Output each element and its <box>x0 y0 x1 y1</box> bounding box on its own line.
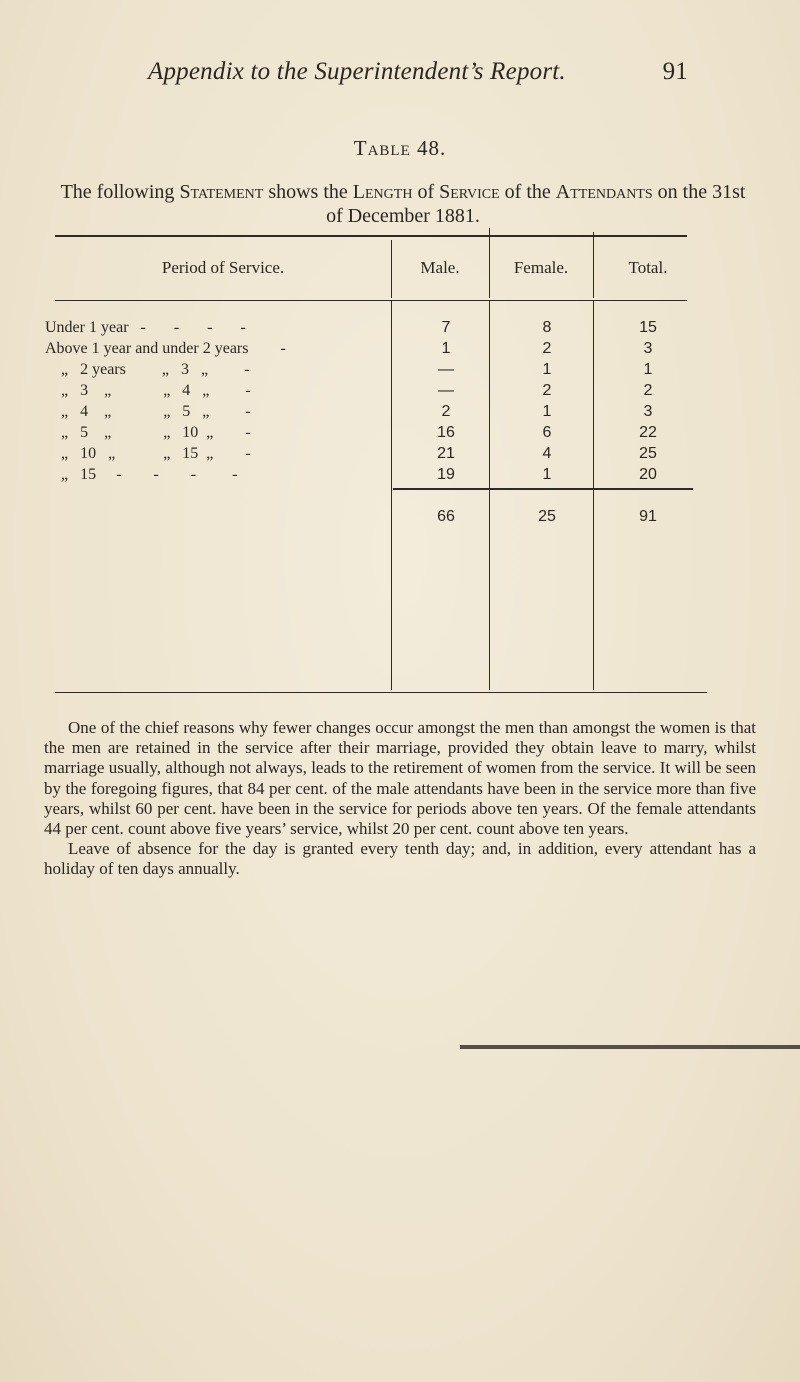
row-female: 2 <box>542 340 552 357</box>
row-female: 1 <box>542 466 552 483</box>
caption-part-3: shows the <box>268 181 348 203</box>
row-male: 2 <box>441 403 451 420</box>
caption-part-4: Length <box>352 181 413 203</box>
row-period: Under 1 year - - - - <box>45 319 246 336</box>
row-period: Above 1 year and under 2 years - <box>45 340 286 357</box>
row-period: „ 10 „ „ 15 „ - <box>45 445 251 462</box>
caption-part-7: of the <box>504 181 551 203</box>
row-period: „ 3 „ „ 4 „ - <box>45 382 251 399</box>
caption-part-6: Service <box>439 181 500 203</box>
row-total: 1 <box>643 361 653 378</box>
row-total: 3 <box>643 403 653 420</box>
row-female: 1 <box>542 361 552 378</box>
page-number: 91 <box>662 58 688 85</box>
header-female: Female. <box>513 258 569 277</box>
col-rule-1 <box>391 300 392 690</box>
row-total: 15 <box>639 319 657 336</box>
paragraph-1: One of the chief reasons why fewer changes occur amongst the men than amongst the women is that the men are retained in the service after their marriage, provided they obtain leave to marry, whilst marriage usually, although not always, leads to the retirement of women from the service. It will be seen by the foregoing figures, that 84 per cent. of the male attendants have been in the service more than five years, whilst 60 per cent. have been in the service for periods above ten years. Of the female attendants 44 per cent. count above five years’ service, whilst 20 per cent. count above ten years. <box>44 718 756 839</box>
row-male: 1 <box>441 340 451 357</box>
row-male: — <box>438 361 454 378</box>
row-female: 2 <box>542 382 552 399</box>
total-total: 91 <box>639 508 657 525</box>
row-female: 8 <box>542 319 552 336</box>
caption-part-1: The following <box>60 181 175 203</box>
col-rule-3 <box>593 300 594 690</box>
header-period: Period of Service. <box>161 258 285 277</box>
total-male: 66 <box>437 508 455 525</box>
row-male: 16 <box>437 424 455 441</box>
caption-part-8: Attendants <box>555 181 653 203</box>
total-female: 25 <box>538 508 556 525</box>
row-female: 6 <box>542 424 552 441</box>
totals-rule <box>393 488 693 490</box>
header-total: Total. <box>628 258 668 277</box>
table-label: Table 48. <box>353 136 447 160</box>
caption-part-5: of <box>417 181 435 203</box>
row-period: „ 15 - - - - <box>45 466 238 483</box>
row-period: „ 2 years „ 3 „ - <box>45 361 250 378</box>
caption-part-9: on the 31st of December 1881. <box>326 181 746 227</box>
row-female: 4 <box>542 445 552 462</box>
print-smudge <box>460 1045 800 1049</box>
row-male: — <box>438 382 454 399</box>
header-male: Male. <box>420 258 460 277</box>
row-female: 1 <box>542 403 552 420</box>
row-male: 19 <box>437 466 455 483</box>
row-period: „ 4 „ „ 5 „ - <box>45 403 251 420</box>
caption-part-2: Statement <box>179 181 264 203</box>
row-total: 3 <box>643 340 653 357</box>
row-male: 7 <box>441 319 451 336</box>
row-total: 2 <box>643 382 653 399</box>
row-male: 21 <box>437 445 455 462</box>
paragraph-2: Leave of absence for the day is granted every tenth day; and, in addition, every attendant has a holiday of ten days annually. <box>44 839 756 879</box>
col-rule-2 <box>489 300 490 690</box>
body-text <box>44 718 756 880</box>
table-bottom-rule <box>55 692 707 693</box>
row-total: 25 <box>639 445 657 462</box>
running-head-title: Appendix to the Superintendent’s Report. <box>148 58 566 85</box>
row-total: 22 <box>639 424 657 441</box>
row-period: „ 5 „ „ 10 „ - <box>45 424 251 441</box>
row-total: 20 <box>639 466 657 483</box>
